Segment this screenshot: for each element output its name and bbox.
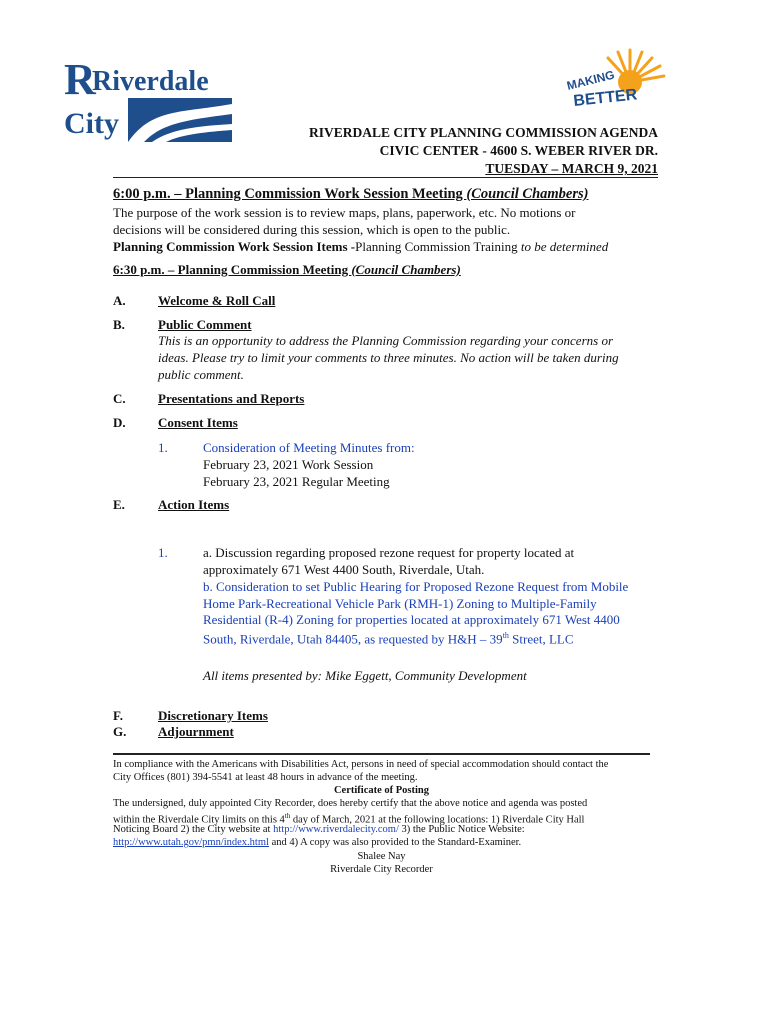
svg-text:Riverdale: Riverdale — [92, 66, 209, 97]
action-item-1a-line1: a. Discussion regarding proposed rezone request for property located at — [203, 545, 575, 560]
sun-icon — [560, 46, 670, 110]
certificate-title: Certificate of Posting — [333, 785, 430, 796]
recorder-title: Riverdale City Recorder — [330, 864, 433, 875]
svg-text:MAKING: MAKING — [565, 67, 616, 93]
action-item-1b-line3: Residential (R-4) Zoning for properties located at approximately 671 West 4400 — [203, 612, 620, 627]
public-comment-desc-3: public comment. — [158, 367, 244, 382]
certificate-line-1: The undersigned, duly appointed City Recorder, does hereby certify that the above notice and agenda was posted — [113, 798, 588, 809]
certificate-line-2: within the Riverdale City limits on this 4th day of March, 2021 at the following locations: 1) Riverdale City Hall — [113, 812, 585, 826]
ada-notice-2: City Offices (801) 394-5541 at least 48 hours in advance of the meeting. — [113, 772, 418, 783]
consent-item-1-number: 1. — [158, 440, 168, 455]
agenda-date: TUESDAY – MARCH 9, 2021 — [485, 161, 658, 176]
consent-item-1-line3: February 23, 2021 Regular Meeting — [203, 474, 390, 489]
item-c-letter: C. — [113, 391, 126, 406]
item-g-letter: G. — [113, 724, 127, 739]
consent-item-1-line1: Consideration of Meeting Minutes from: — [203, 440, 415, 455]
riverdale-website-link[interactable]: http://www.riverdalecity.com/ — [273, 824, 399, 835]
public-comment-desc-1: This is an opportunity to address the Planning Commission regarding your concerns or — [158, 333, 613, 348]
item-f-title: Discretionary Items — [158, 708, 268, 723]
header-divider — [113, 177, 658, 178]
certificate-line-3: Noticing Board 2) the City website at http://www.riverdalecity.com/ 3) the Public Notice Website: — [113, 824, 525, 835]
public-comment-desc-2: ideas. Please try to limit your comments to three minutes. No action will be taken during — [158, 350, 619, 365]
agenda-title: RIVERDALE CITY PLANNING COMMISSION AGENDA — [308, 125, 658, 140]
recorder-name: Shalee Nay — [357, 851, 406, 862]
svg-text:Life: Life — [622, 69, 641, 83]
making-life-better-logo — [560, 46, 670, 110]
presented-by: All items presented by: Mike Eggett, Community Development — [203, 668, 527, 683]
work-session-desc-1: The purpose of the work session is to review maps, plans, paperwork, etc. No motions or — [113, 205, 576, 220]
item-g-title: Adjournment — [158, 724, 234, 739]
item-e-letter: E. — [113, 497, 125, 512]
work-session-items: Planning Commission Work Session Items -Planning Commission Training to be determined — [113, 239, 609, 254]
item-d-title: Consent Items — [158, 415, 238, 430]
svg-text:City: City — [64, 107, 119, 140]
item-c-title: Presentations and Reports — [158, 391, 305, 406]
item-b-title: Public Comment — [158, 317, 252, 332]
footer-divider — [113, 753, 650, 755]
consent-item-1-line2: February 23, 2021 Work Session — [203, 457, 374, 472]
action-item-1-number: 1. — [158, 545, 168, 560]
meeting-title: 6:30 p.m. – Planning Commission Meeting (Council Chambers) — [113, 262, 461, 277]
work-session-desc-2: decisions will be considered during this session, which is open to the public. — [113, 222, 511, 237]
item-d-letter: D. — [113, 415, 126, 430]
action-item-1b-line4: South, Riverdale, Utah 84405, as requested by H&H – 39th Street, LLC — [203, 631, 574, 647]
action-item-1a-line2: approximately 671 West 4400 South, Riverdale, Utah. — [203, 562, 485, 577]
item-a-title: Welcome & Roll Call — [158, 293, 276, 308]
item-b-letter: B. — [113, 317, 125, 332]
svg-text:BETTER: BETTER — [572, 86, 639, 110]
action-item-1b-line1: b. Consideration to set Public Hearing for Proposed Rezone Request from Mobile — [203, 579, 629, 594]
agenda-location: CIVIC CENTER - 4600 S. WEBER RIVER DR. — [379, 143, 658, 158]
ada-notice-1: In compliance with the Americans with Disabilities Act, persons in need of special accommodation should contact the — [113, 759, 609, 770]
public-notice-link[interactable]: http://www.utah.gov/pmn/index.html — [113, 837, 269, 848]
work-session-title: 6:00 p.m. – Planning Commission Work Session Meeting (Council Chambers) — [113, 186, 589, 202]
action-item-1b-line2: Home Park-Recreational Vehicle Park (RMH-1) Zoning to Multiple-Family — [203, 596, 597, 611]
certificate-line-4: http://www.utah.gov/pmn/index.html and 4) A copy was also provided to the Standard-Examiner. — [113, 837, 522, 848]
item-e-title: Action Items — [158, 497, 230, 512]
item-f-letter: F. — [113, 708, 123, 723]
svg-text:R: R — [64, 58, 96, 104]
item-a-letter: A. — [113, 293, 126, 308]
